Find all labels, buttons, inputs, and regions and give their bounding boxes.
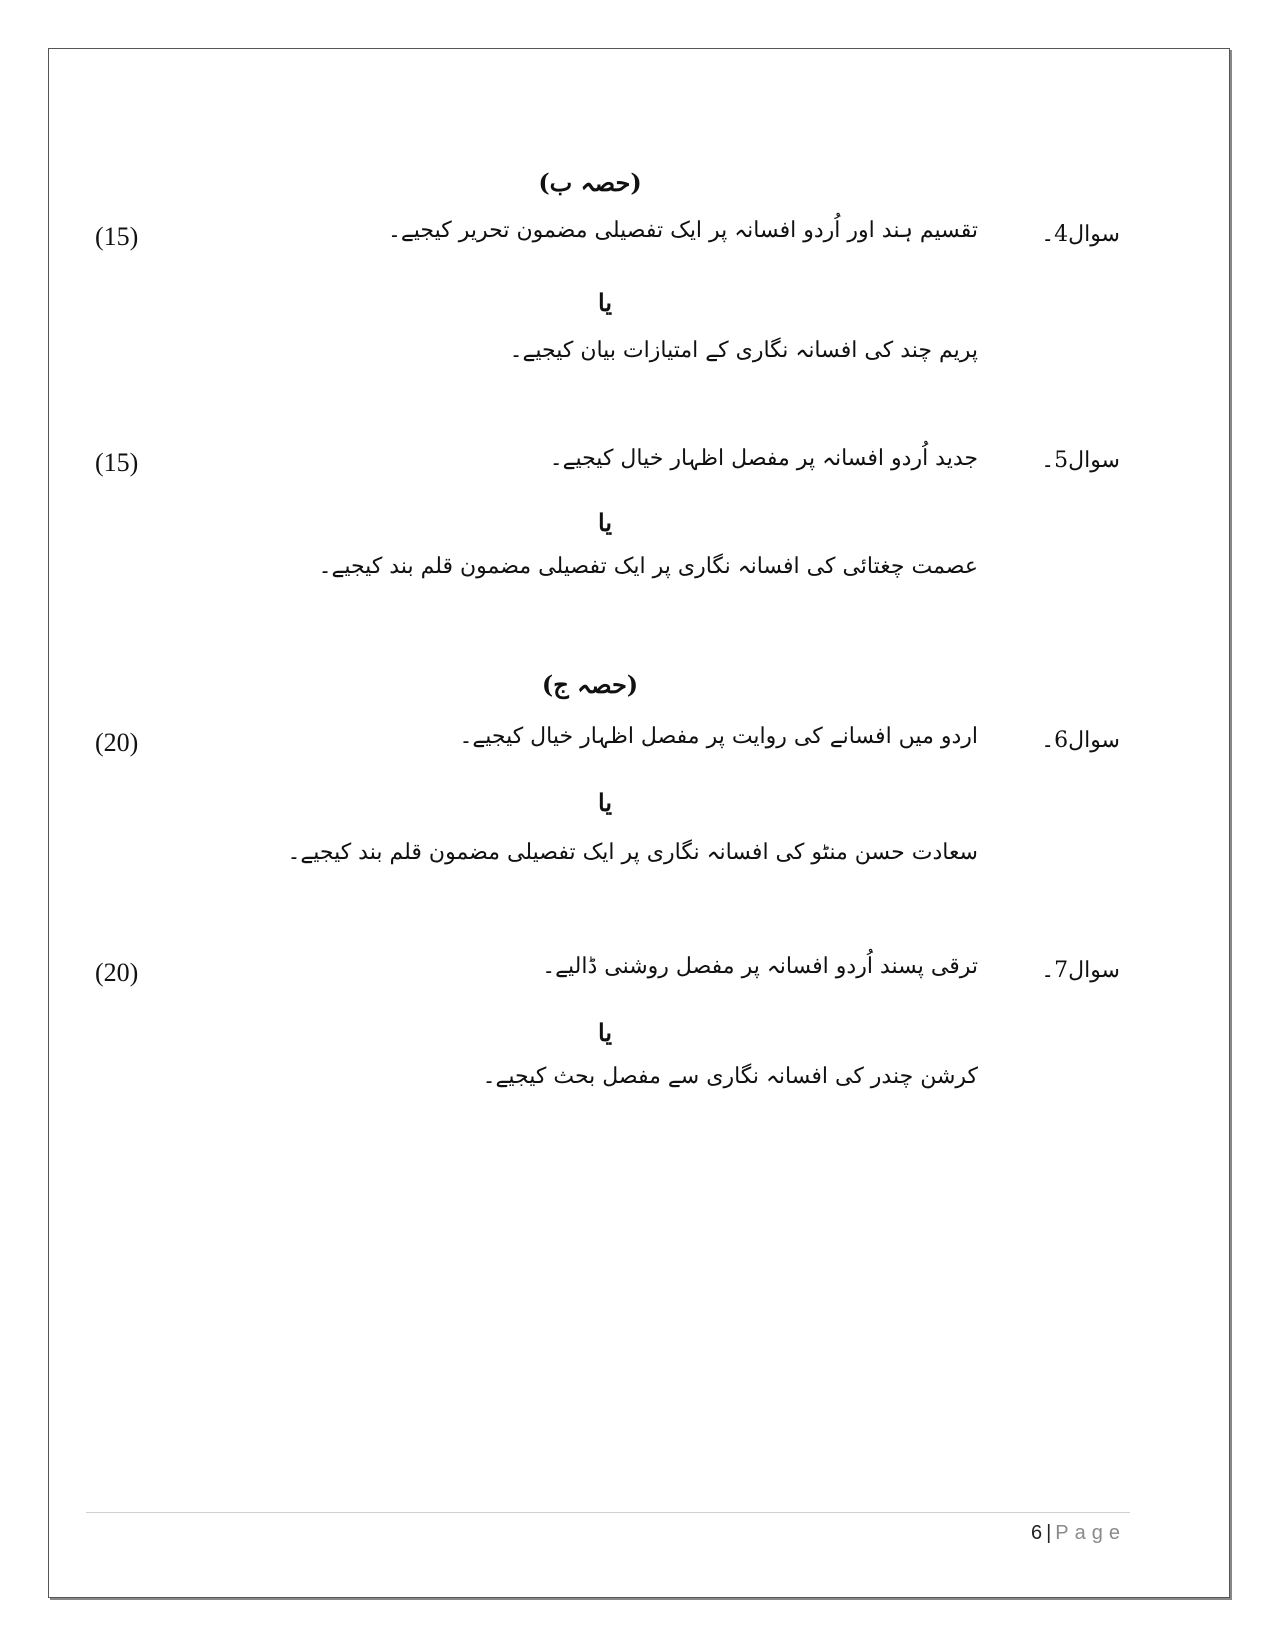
question-5-alt-text: عصمت چغتائی کی افسانہ نگاری پر ایک تفصیلی مضمون قلم بند کیجیے۔ [318,554,978,579]
question-5-label: سوال5۔ [1041,448,1120,473]
question-7-text: ترقی پسند اُردو افسانہ پر مفصل روشنی ڈالیے۔ [542,954,978,979]
question-4-alt-text: پریم چند کی افسانہ نگاری کے امتیازات بیان کیجیے۔ [509,338,978,363]
page-border [48,48,1230,1598]
page-footer [1031,1522,1126,1545]
question-4-label: سوال4۔ [1041,222,1120,247]
question-5-marks: (15) [95,448,139,477]
footer-separator: | [1046,1522,1052,1544]
question-4-or: یا [598,288,612,317]
question-5-or: یا [598,508,612,537]
question-6-text: اردو میں افسانے کی روایت پر مفصل اظہار خیال کیجیے۔ [459,724,978,749]
question-6-or: یا [598,788,612,817]
question-5-text: جدید اُردو افسانہ پر مفصل اظہار خیال کیجیے۔ [549,446,978,471]
question-7-alt-text: کرشن چندر کی افسانہ نگاری سے مفصل بحث کیجیے۔ [482,1064,978,1089]
section-c-heading: (حصہ ج) [541,670,639,699]
question-6-marks: (20) [95,728,139,757]
question-7-label: سوال7۔ [1041,958,1120,983]
question-4-marks: (15) [95,222,139,251]
question-7-marks: (20) [95,958,139,987]
section-b-heading: (حصہ ب) [538,168,642,197]
question-6-alt-text: سعادت حسن منٹو کی افسانہ نگاری پر ایک تفصیلی مضمون قلم بند کیجیے۔ [287,840,978,865]
footer-divider [86,1512,1130,1513]
question-7-or: یا [598,1018,612,1047]
question-4-text: تقسیم ہند اور اُردو افسانہ پر ایک تفصیلی مضمون تحریر کیجیے۔ [388,218,978,243]
page-number: 6 [1030,1522,1043,1544]
page-word: Page [1055,1522,1126,1544]
question-6-label: سوال6۔ [1041,728,1120,753]
